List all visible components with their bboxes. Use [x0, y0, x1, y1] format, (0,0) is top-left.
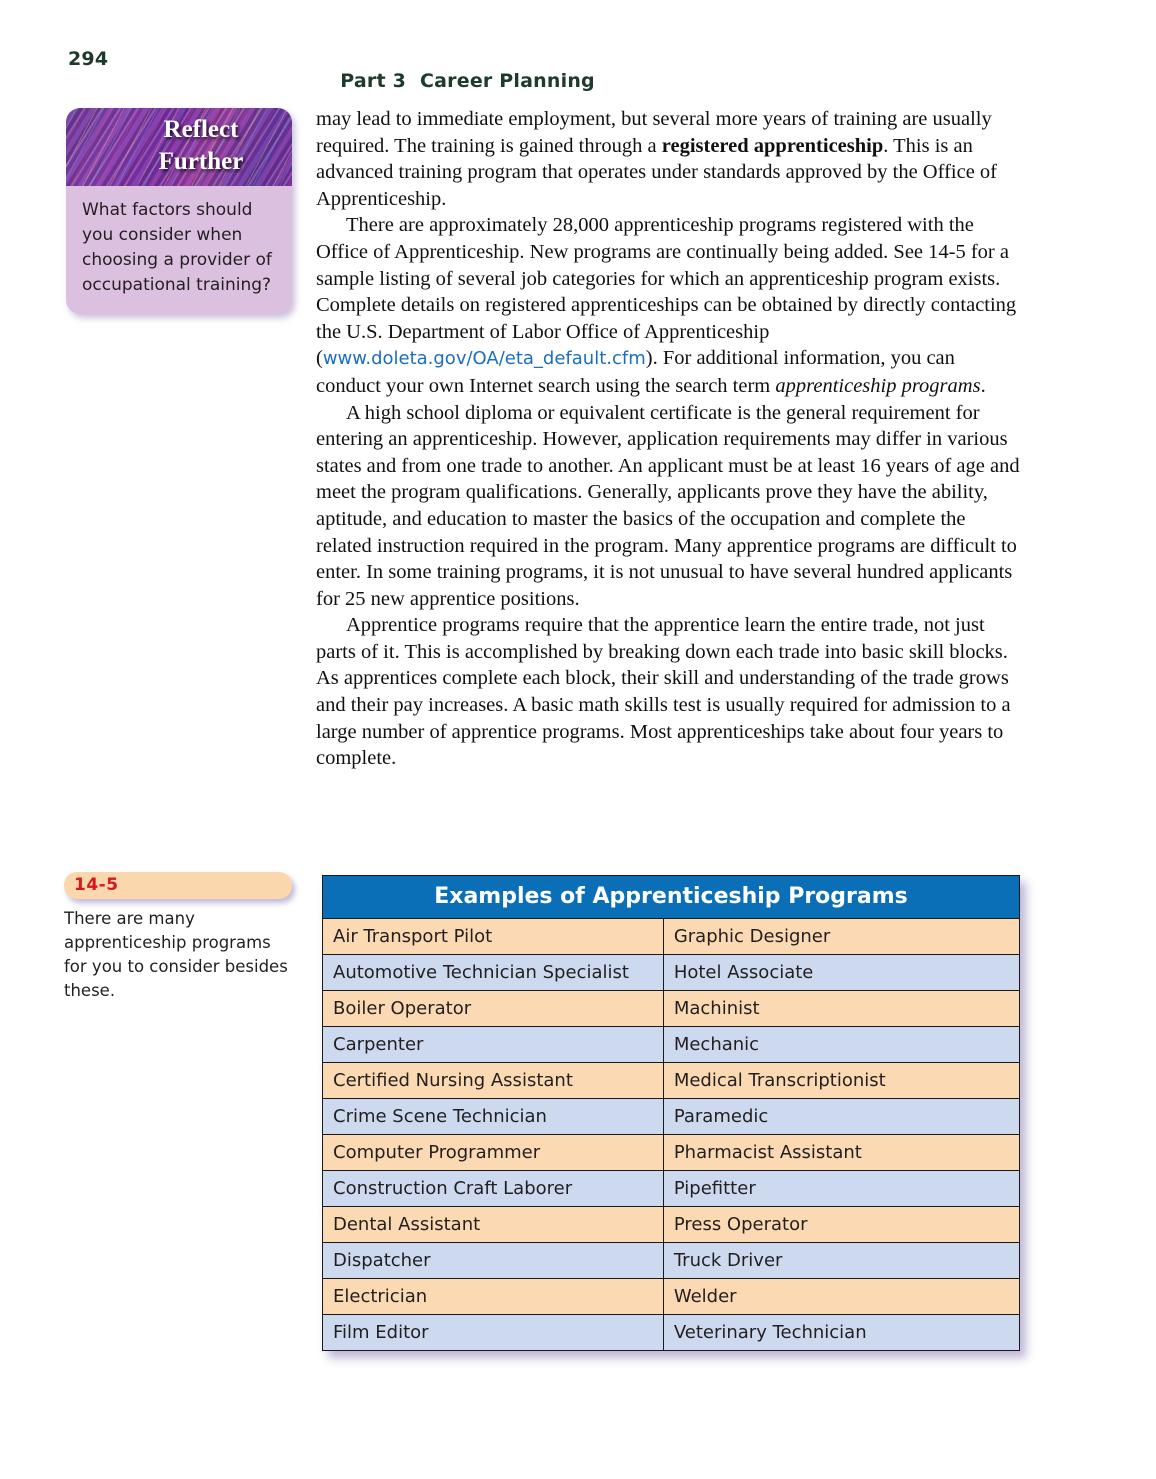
paragraph-1 [316, 106, 1022, 212]
table-cell-left: Construction Craft Laborer [323, 1171, 664, 1207]
table-body [323, 919, 1020, 1351]
table-cell-right: Paramedic [663, 1099, 1019, 1135]
table-cell-left: Carpenter [323, 1027, 664, 1063]
table-cell-right: Mechanic [663, 1027, 1019, 1063]
table-row [323, 1099, 1020, 1135]
table-cell-right: Truck Driver [663, 1243, 1019, 1279]
doleta-link[interactable]: www.doleta.gov/OA/eta_default.cfm [322, 348, 646, 370]
figure-number-pill [64, 872, 292, 899]
table-row [323, 991, 1020, 1027]
table-row [323, 1243, 1020, 1279]
table-cell-left: Dispatcher [323, 1243, 664, 1279]
reflect-title-line-2: Further [158, 148, 244, 175]
paragraph-2-text-a: There are approximately 28,000 apprenticeship programs registered with the Office of Apprenticeship. New programs are continually being added. See 14-5 for a sample listing of several job categories for which an apprenticeship program exists. Complete details on registered apprenticeships can be obtained by directly contacting the U.S. Department of Labor Office of Apprenticeship ( [316, 214, 1017, 370]
table-cell-right: Pharmacist Assistant [663, 1135, 1019, 1171]
apprenticeship-table [322, 875, 1020, 1351]
table-header-row [323, 876, 1020, 919]
part-label: Part 3 [340, 70, 406, 92]
table-cell-right: Medical Transcriptionist [663, 1063, 1019, 1099]
paragraph-3: A high school diploma or equivalent certificate is the general requirement for entering an apprenticeship. However, application requirements may differ in various states and from one trade to another. An applicant must be at least 16 years of age and meet the program qualifications. Generally, applicants prove they have the ability, aptitude, and education to master the basics of the occupation and complete the related instruction required in the program. Many apprentice programs are difficult to enter. In some training programs, it is not unusual to have several hundred applicants for 25 new apprentice positions. [316, 401, 1020, 610]
table-row [323, 1279, 1020, 1315]
paragraph-2-text-c: . [980, 374, 986, 397]
apprenticeship-table-wrapper [322, 875, 1020, 1351]
paragraph-2 [316, 212, 1022, 399]
paragraph-2-text-b: ). For additional information, you can conduct your own Internet search using the search term [316, 347, 955, 397]
part-title: Career Planning [420, 70, 595, 92]
reflect-further-question: What factors should you consider when choosing a provider of occupational training? [82, 200, 272, 295]
table-row [323, 1315, 1020, 1351]
reflect-further-title [126, 114, 276, 178]
table-row [323, 1135, 1020, 1171]
reflect-title-line-1: Reflect [163, 116, 239, 143]
table-cell-left: Certified Nursing Assistant [323, 1063, 664, 1099]
table-row [323, 1171, 1020, 1207]
table-row [323, 1063, 1020, 1099]
table-row [323, 1207, 1020, 1243]
table-cell-right: Veterinary Technician [663, 1315, 1019, 1351]
table-cell-left: Automotive Technician Specialist [323, 955, 664, 991]
table-cell-right: Machinist [663, 991, 1019, 1027]
table-cell-right: Graphic Designer [663, 919, 1019, 955]
paragraph-4: Apprentice programs require that the apprentice learn the entire trade, not just parts of it. This is accomplished by breaking down each trade into basic skill blocks. As apprentices complete each block, their skill and understanding of the trade grows and their pay increases. A basic math skills test is usually required for admission to a large number of apprentice programs. Most apprenticeships take about four years to complete. [316, 614, 1011, 770]
table-cell-right: Hotel Associate [663, 955, 1019, 991]
table-cell-right: Welder [663, 1279, 1019, 1315]
reflect-further-header [66, 108, 292, 186]
table-row [323, 955, 1020, 991]
table-row [323, 919, 1020, 955]
table-cell-left: Crime Scene Technician [323, 1099, 664, 1135]
paragraph-1-text-a: may lead to immediate employment, but several more years of training are usually required. The training is gained through a [316, 108, 992, 157]
table-cell-left: Film Editor [323, 1315, 664, 1351]
search-term-italic: apprenticeship programs [775, 374, 981, 397]
paragraph-1-text-b: . This is an advanced training program that operates under standards approved by the Office of Apprenticeship. [316, 134, 997, 210]
reflect-further-box [66, 108, 292, 314]
page-number: 294 [68, 48, 109, 70]
table-cell-right: Press Operator [663, 1207, 1019, 1243]
table-cell-right: Pipefitter [663, 1171, 1019, 1207]
table-cell-left: Boiler Operator [323, 991, 664, 1027]
table-cell-left: Electrician [323, 1279, 664, 1315]
figure-number: 14-5 [74, 875, 119, 895]
table-row [323, 1027, 1020, 1063]
figure-caption-text: There are many apprenticeship programs for you to consider besides these. [64, 909, 288, 1000]
term-registered-apprenticeship: registered apprenticeship [661, 134, 884, 157]
body-text-column [316, 106, 1022, 772]
table-cell-left: Dental Assistant [323, 1207, 664, 1243]
table-cell-left: Air Transport Pilot [323, 919, 664, 955]
table-title: Examples of Apprenticeship Programs [323, 876, 1020, 919]
running-head [313, 48, 595, 114]
page-header [68, 48, 1088, 92]
table-cell-left: Computer Programmer [323, 1135, 664, 1171]
figure-caption-block [64, 872, 296, 1003]
